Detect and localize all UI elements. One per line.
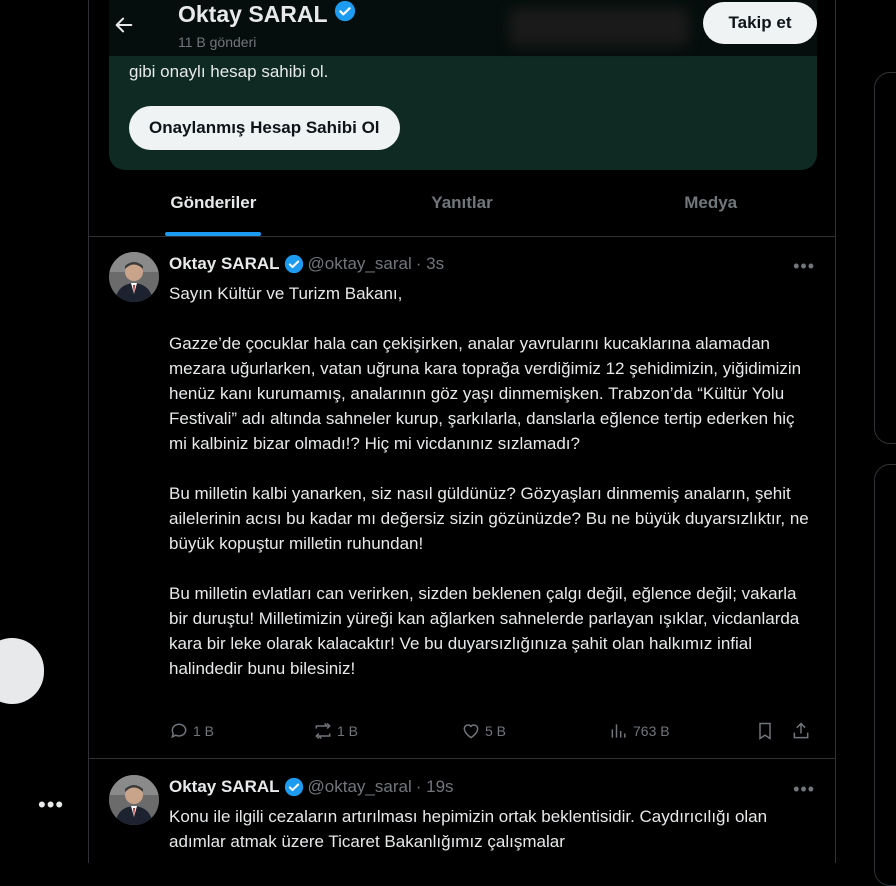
tweet-paragraph: Bu milletin evlatları can verirken, sizden beklenen çalgı değil, eğlence değil; vakarla bir duruştu! Milletimizin yüreği kan ağlarken sahnelerde parlayan ışıklar, vicdanlarda kara bir leke olarak kalacaktır! Ve bu duyarsızlığınıza şahit olan halkımız infial halindedir bunu bilesiniz! (169, 584, 800, 678)
author-name[interactable]: Oktay SARAL (169, 254, 280, 273)
views-button[interactable] (609, 721, 670, 741)
profile-name: Oktay SARAL (178, 0, 328, 27)
back-arrow-icon[interactable] (109, 10, 139, 40)
reply-count: 1 B (193, 723, 215, 739)
avatar[interactable] (109, 775, 159, 825)
tweet-header (169, 254, 444, 274)
verified-badge-icon (284, 777, 304, 797)
tab-label: Medya (684, 193, 738, 212)
tweet-header (169, 777, 454, 797)
like-icon (461, 721, 481, 741)
more-icon[interactable]: ••• (793, 256, 815, 276)
verified-badge-icon (284, 254, 304, 274)
follow-button[interactable]: Takip et (703, 2, 817, 44)
author-name[interactable]: Oktay SARAL (169, 777, 280, 796)
repost-count: 1 B (337, 723, 359, 739)
reply-icon (169, 721, 189, 741)
tab-media[interactable] (586, 170, 835, 236)
timestamp[interactable]: · 3s (415, 254, 445, 273)
avatar[interactable] (109, 252, 159, 302)
timestamp[interactable]: · 19s (415, 777, 454, 796)
profile-header (89, 0, 835, 56)
page-title (178, 0, 356, 28)
tab-label: Gönderiler (170, 193, 257, 212)
promo-text: gibi onaylı hesap sahibi ol. (129, 62, 329, 81)
views-count: 763 B (633, 723, 670, 739)
tweet-text (169, 804, 817, 863)
repost-icon (313, 721, 333, 741)
tab-label: Yanıtlar (431, 193, 493, 212)
bookmark-icon[interactable] (755, 721, 775, 741)
post-button[interactable] (0, 638, 44, 704)
post-count: 11 B gönderi (178, 34, 257, 50)
repost-button[interactable] (313, 721, 358, 741)
sidebar-card (874, 464, 896, 886)
get-verified-button[interactable]: Onaylanmış Hesap Sahibi Ol (129, 106, 400, 150)
share-icon[interactable] (791, 721, 811, 741)
tweet-paragraph: Sayın Kültür ve Turizm Bakanı, (169, 284, 403, 303)
author-handle[interactable]: @oktay_saral (307, 254, 412, 273)
verified-badge-icon (334, 0, 356, 28)
main-column (88, 0, 836, 863)
tab-posts[interactable] (89, 170, 338, 236)
like-button[interactable] (461, 721, 506, 741)
tab-replies[interactable] (338, 170, 587, 236)
tweet-paragraph: Konu ile ilgili cezaların artırılması hepimizin ortak beklentisidir. Caydırıcılığı olan adımlar atmak üzere Ticaret Bakanlığımız çalışmalar (169, 807, 768, 851)
more-menu-icon[interactable]: ••• (38, 792, 65, 817)
tweet[interactable] (89, 760, 835, 863)
more-icon[interactable]: ••• (793, 779, 815, 799)
tweet-actions (169, 721, 817, 743)
active-tab-indicator (165, 232, 261, 236)
author-handle[interactable]: @oktay_saral (307, 777, 412, 796)
like-count: 5 B (485, 723, 507, 739)
blurred-background (509, 8, 689, 46)
profile-tabs (89, 170, 835, 237)
tweet-paragraph: Gazze’de çocuklar hala can çekişirken, analar yavrularını kucaklarına alamadan mezara uğurlarken, vatan uğruna kara toprağa verdiğimiz 12 şehidimizin, yiğidimizin henüz kanı kurumamış, analarının göz yaşı dinmemişken. Trabzon’da “Kültür Yolu Festivali” adı altında sahneler kurup, şarkılarla, danslarla eğlence tertip ederken hiç mi kalbiniz bizar olmadı!? Hiç mi vicdanınız sızlamadı? (169, 334, 802, 453)
tweet-text (169, 281, 817, 706)
views-icon (609, 721, 629, 741)
tweet[interactable] (89, 237, 835, 759)
sidebar-card (874, 72, 896, 444)
reply-button[interactable] (169, 721, 214, 741)
tweet-paragraph: Bu milletin kalbi yanarken, siz nasıl güldünüz? Gözyaşları dinmemiş anaların, şehit ailelerinin acısı bu kadar mı değersiz sizin gözünüzde? Bu ne büyük duyarsızlıktır, ne büyük kopuştur milletin ruhundan! (169, 484, 809, 553)
